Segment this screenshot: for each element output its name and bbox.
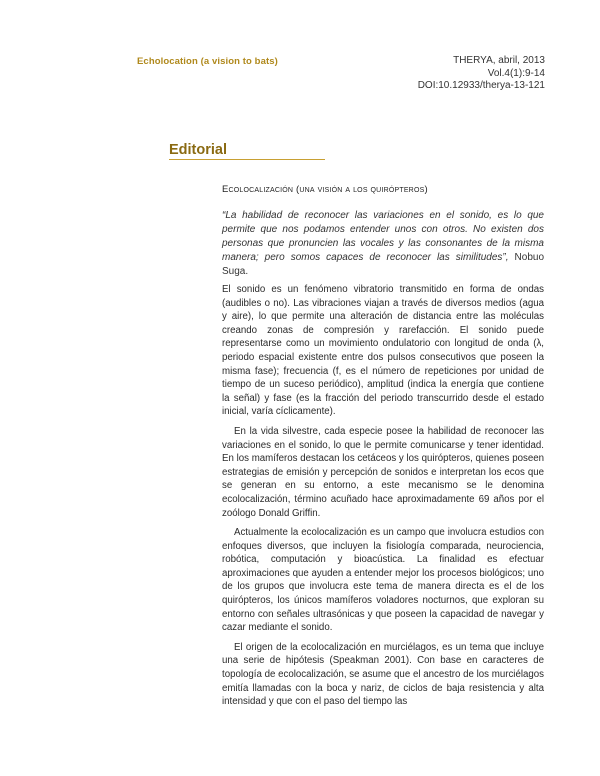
- journal-info: [418, 55, 545, 93]
- body-paragraph: El origen de la ecolocalización en murciélagos, es un tema que incluye una serie de hipótesis (Speakman 2001). Con base en caracteres de topología de ecolocalización, se asume que el ancestro de los murciélagos emitía llamadas con la boca y nariz, de ciclos de baja resistencia y alta intensidad y que con el paso del tiempo las: [222, 641, 544, 708]
- running-title: Echolocation (a vision to bats): [137, 56, 278, 67]
- epigraph-author: Nobuo Suga.: [222, 252, 544, 277]
- journal-issue: THERYA, abril, 2013: [453, 55, 545, 66]
- section-divider: [169, 159, 325, 160]
- body-paragraph: El sonido es un fenómeno vibratorio transmitido en forma de ondas (audibles o no). Las vibraciones viajan a través de diversos medios (agua y aire), lo que permite una alteración de distancia entre las moléculas creando zonas de compresión y rarefacción. El sonido puede representarse como un movimiento ondulatorio con longitud de onda (λ, periodo espacial existente entre dos pulsos consecutivos que poseen la misma fase); frecuencia (f, es el número de repeticiones por unidad de tiempo de un suceso periódico), amplitud (indica la energía que contiene la señal) y fase (es la fracción del periodo transcurrido desde el estado inicial, varía cíclicamente).: [222, 284, 544, 418]
- epigraph-quote: “La habilidad de reconocer las variaciones en el sonido, es lo que permite que nos podamos entender unos con otros. No existen dos personas que pronuncien las vocales y las consonantes de la misma manera; pero somos capaces de reconocer las similitudes”,: [222, 210, 544, 263]
- article-title: Ecolocalización (una visión a los quirópteros): [222, 184, 428, 195]
- body-paragraph: Actualmente la ecolocalización es un campo que involucra estudios con enfoques diversos, que incluyen la fisiología comparada, neurociencia, robótica, computación y bioacústica. La finalidad es efectuar aproximaciones que ayuden a entender mejor los procesos biológicos; uno de los grupos que involucra este tema de manera directa es el de los quirópteros, los únicos mamíferos voladores nocturnos, que exploran su entorno con señales ultrasónicas y que poseen la capacidad de navegar y cazar mediante el sonido.: [222, 527, 544, 634]
- epigraph: [222, 209, 544, 279]
- body-paragraph: En la vida silvestre, cada especie posee la habilidad de reconocer las variaciones en el sonido, lo que le permite comunicarse y tener identidad. En los mamíferos destacan los cetáceos y los quirópteros, quienes poseen estrategias de emisión y percepción de sonidos e interpretan los ecos que se generan en su entorno, a este mecanismo se le denomina ecolocalización, término acuñado hace aproximadamente 69 años por el zoólogo Donald Griffin.: [222, 425, 544, 519]
- journal-volume: Vol.4(1):9-14: [487, 67, 545, 79]
- section-label: Editorial: [169, 142, 228, 158]
- article-body: [222, 283, 544, 715]
- journal-doi: DOI:10.12933/therya-13-121: [417, 80, 545, 91]
